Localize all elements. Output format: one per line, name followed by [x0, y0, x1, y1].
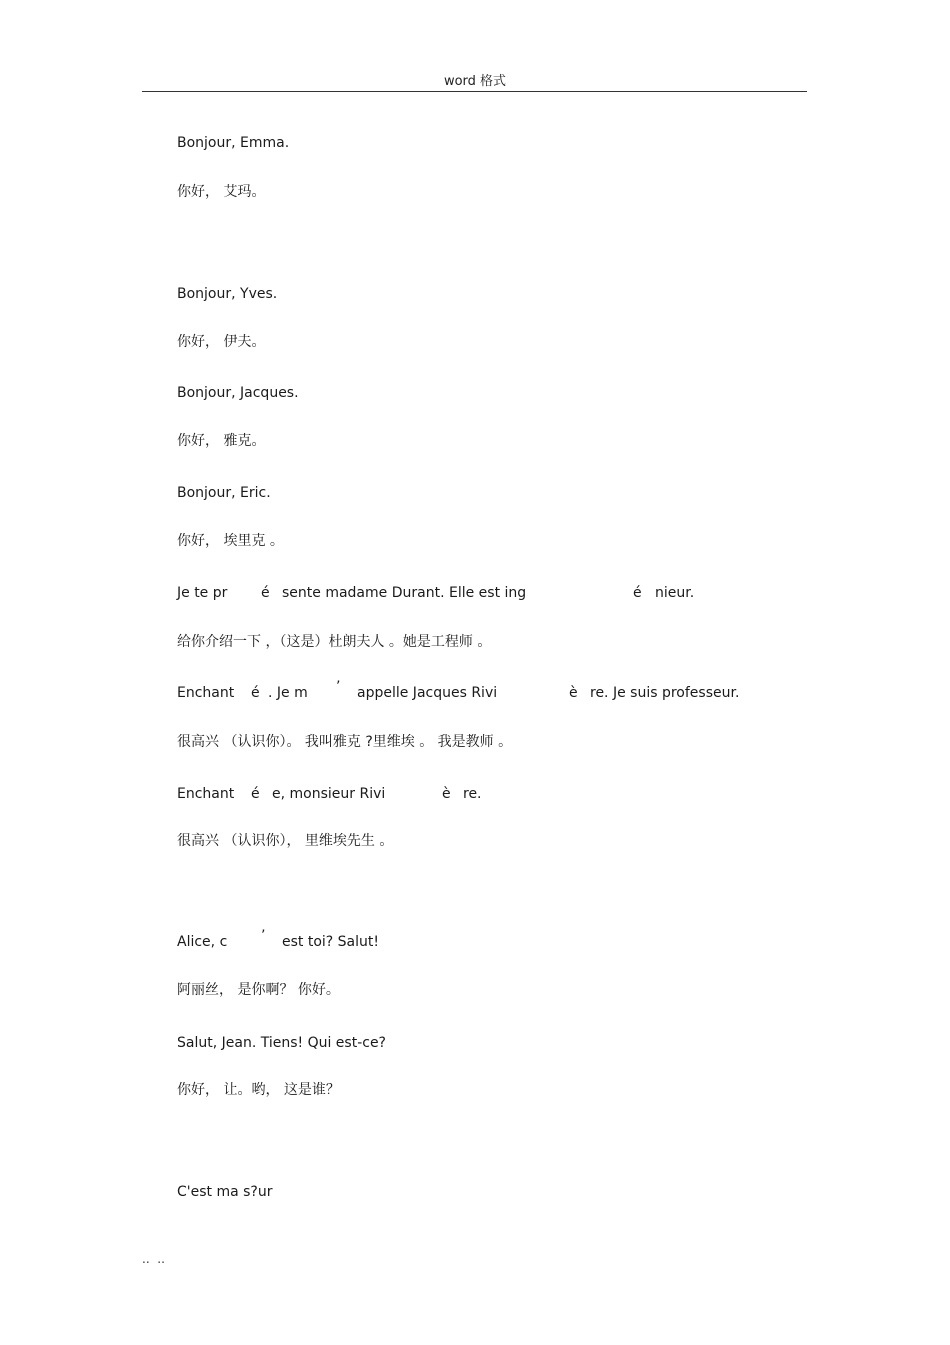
text-line: 你好， 雅克。	[177, 433, 266, 449]
text-segment: Enchant	[177, 685, 235, 701]
accent-char: è	[442, 786, 451, 802]
page-header-title: word 格式	[443, 74, 507, 89]
text-line-split	[177, 584, 777, 602]
text-line-split	[177, 679, 777, 702]
accent-char: é	[251, 786, 260, 802]
text-line: 你好， 让。哟， 这是谁？	[177, 1082, 340, 1098]
text-line: Bonjour, Jacques.	[177, 385, 299, 401]
text-line: Salut, Jean. Tiens! Qui est-ce?	[177, 1035, 386, 1051]
text-line: 阿丽丝， 是你啊？ 你好。	[177, 982, 340, 998]
accent-char: è	[569, 685, 578, 701]
text-line: Bonjour, Emma.	[177, 135, 290, 151]
text-line-split	[177, 785, 577, 803]
text-line: 给你介绍一下 ，（这是）杜朗夫人 。她是工程师 。	[177, 634, 492, 650]
text-line: Bonjour, Eric.	[177, 485, 271, 501]
text-segment: est toi? Salut!	[282, 934, 380, 950]
footer-marks: .. ..	[142, 1252, 165, 1266]
text-segment: e, monsieur Rivi	[272, 786, 386, 802]
text-segment: Alice, c	[177, 934, 228, 950]
apostrophe-char: ’	[261, 928, 266, 944]
apostrophe-char: ’	[336, 679, 341, 695]
text-segment: re. Je suis professeur.	[590, 685, 740, 701]
accent-char: é	[633, 585, 642, 601]
text-line: 很高兴 （认识你）， 里维埃先生 。	[177, 833, 394, 849]
text-line: 你好， 伊夫。	[177, 334, 266, 350]
text-segment: Je te pr	[177, 585, 228, 601]
text-segment: nieur.	[655, 585, 695, 601]
text-segment: Enchant	[177, 786, 235, 802]
accent-char: é	[261, 585, 270, 601]
accent-char: é	[251, 685, 260, 701]
text-line: 很高兴 （认识你）。 我叫雅克 ?里维埃 。 我是教师 。	[177, 734, 513, 750]
text-line: 你好， 埃里克 。	[177, 533, 284, 549]
header-divider	[142, 91, 807, 92]
text-segment: re.	[463, 786, 482, 802]
text-line-split	[177, 928, 477, 951]
text-segment: . Je m	[268, 685, 308, 701]
text-segment: sente madame Durant. Elle est ing	[282, 585, 527, 601]
text-line: 你好， 艾玛。	[177, 184, 266, 200]
text-line: Bonjour, Yves.	[177, 286, 278, 302]
text-segment: appelle Jacques Rivi	[357, 685, 498, 701]
text-line: C'est ma s?ur	[177, 1184, 273, 1200]
